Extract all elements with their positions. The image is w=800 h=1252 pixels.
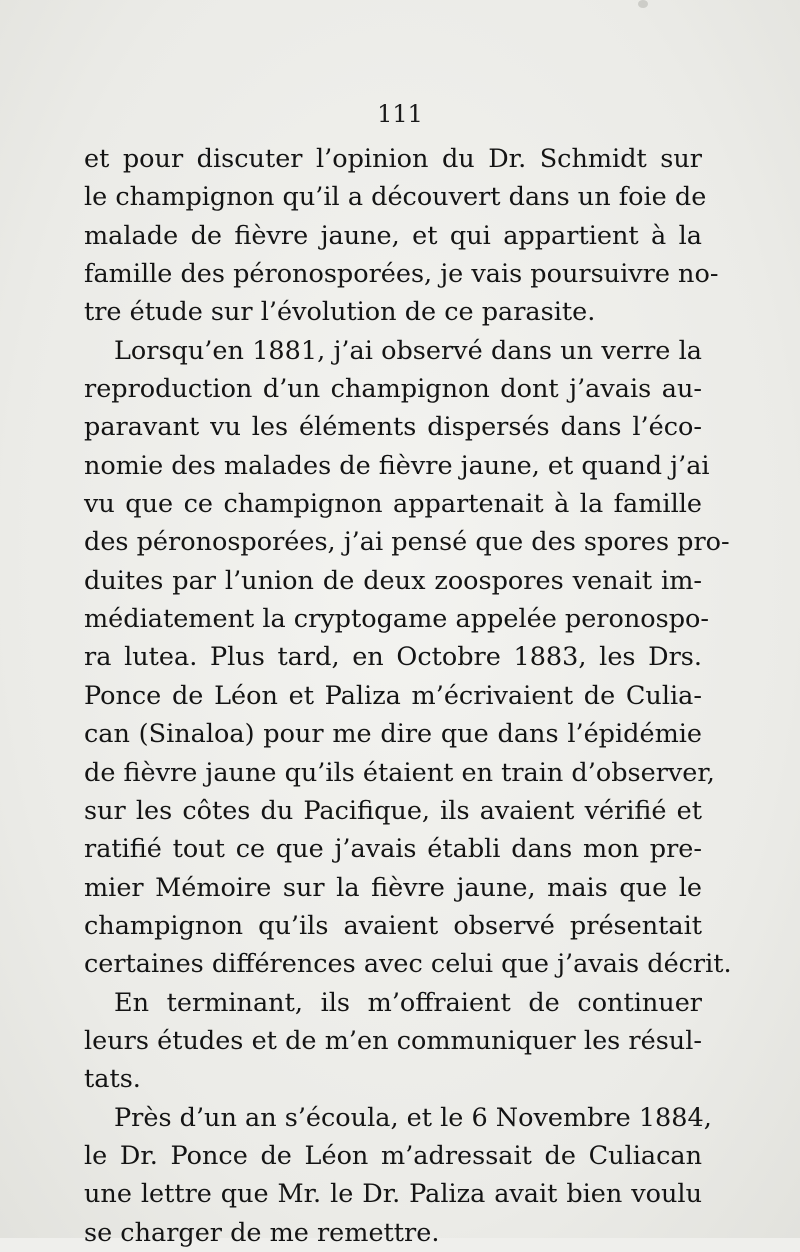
text-line: et pour discuter l’opinion du Dr. Schmidt sur <box>84 144 702 174</box>
text-line: médiatement la cryptogame appelée peronospo- <box>84 604 709 635</box>
text-line: famille des péronosporées, je vais poursuivre no- <box>84 259 719 290</box>
text-line: Près d’un an s’écoula, et le 6 Novembre 1884, <box>114 1102 712 1133</box>
text-line: paravant vu les éléments dispersés dans l’éco- <box>84 412 702 443</box>
text-line: tats. <box>84 1064 141 1095</box>
text-line: certaines différences avec celui que j’avais décrit. <box>84 949 732 980</box>
page-number: 111 <box>377 100 423 128</box>
text-line: vu que ce champignon appartenait à la famille <box>84 489 702 520</box>
text-line: se charger de me remettre. <box>84 1217 440 1248</box>
text-line: Lorsqu’en 1881, j’ai observé dans un verre la <box>114 335 702 366</box>
text-line: le Dr. Ponce de Léon m’adressait de Culiacan <box>84 1140 702 1171</box>
text-line: leurs études et de m’en communiquer les résul- <box>84 1025 702 1056</box>
text-line: ratifié tout ce que j’avais établi dans mon pre- <box>84 834 702 865</box>
text-line: nomie des malades de fièvre jaune, et quand j’ai <box>84 450 710 481</box>
text-line: mier Mémoire sur la fièvre jaune, mais que le <box>84 872 702 903</box>
text-line: duites par l’union de deux zoospores venait im- <box>84 565 702 596</box>
text-line: tre étude sur l’évolution de ce parasite. <box>84 297 596 328</box>
text-line: reproduction d’un champignon dont j’avais au- <box>84 374 702 405</box>
text-line: can (Sinaloa) pour me dire que dans l’épidémie <box>84 719 702 750</box>
text-line: sur les côtes du Pacifique, ils avaient vérifié et <box>84 795 702 826</box>
body-text <box>84 140 732 1252</box>
text-line: ra lutea. Plus tard, en Octobre 1883, les Drs. <box>84 642 702 673</box>
text-line: de fièvre jaune qu’ils étaient en train d’observer, <box>84 757 715 788</box>
ink-stain-mark <box>638 0 648 8</box>
text-line: le champignon qu’il a découvert dans un foie de <box>84 182 707 213</box>
text-line: malade de fièvre jaune, et qui appartient à la <box>84 220 702 251</box>
text-line: des péronosporées, j’ai pensé que des spores pro- <box>84 527 730 558</box>
text-line: Ponce de Léon et Paliza m’écrivaient de Culia- <box>84 680 702 711</box>
text-line: une lettre que Mr. le Dr. Paliza avait bien voulu <box>84 1179 702 1210</box>
text-line: En terminant, ils m’offraient de continuer <box>114 987 702 1018</box>
text-line: champignon qu’ils avaient observé présentait <box>84 910 702 941</box>
